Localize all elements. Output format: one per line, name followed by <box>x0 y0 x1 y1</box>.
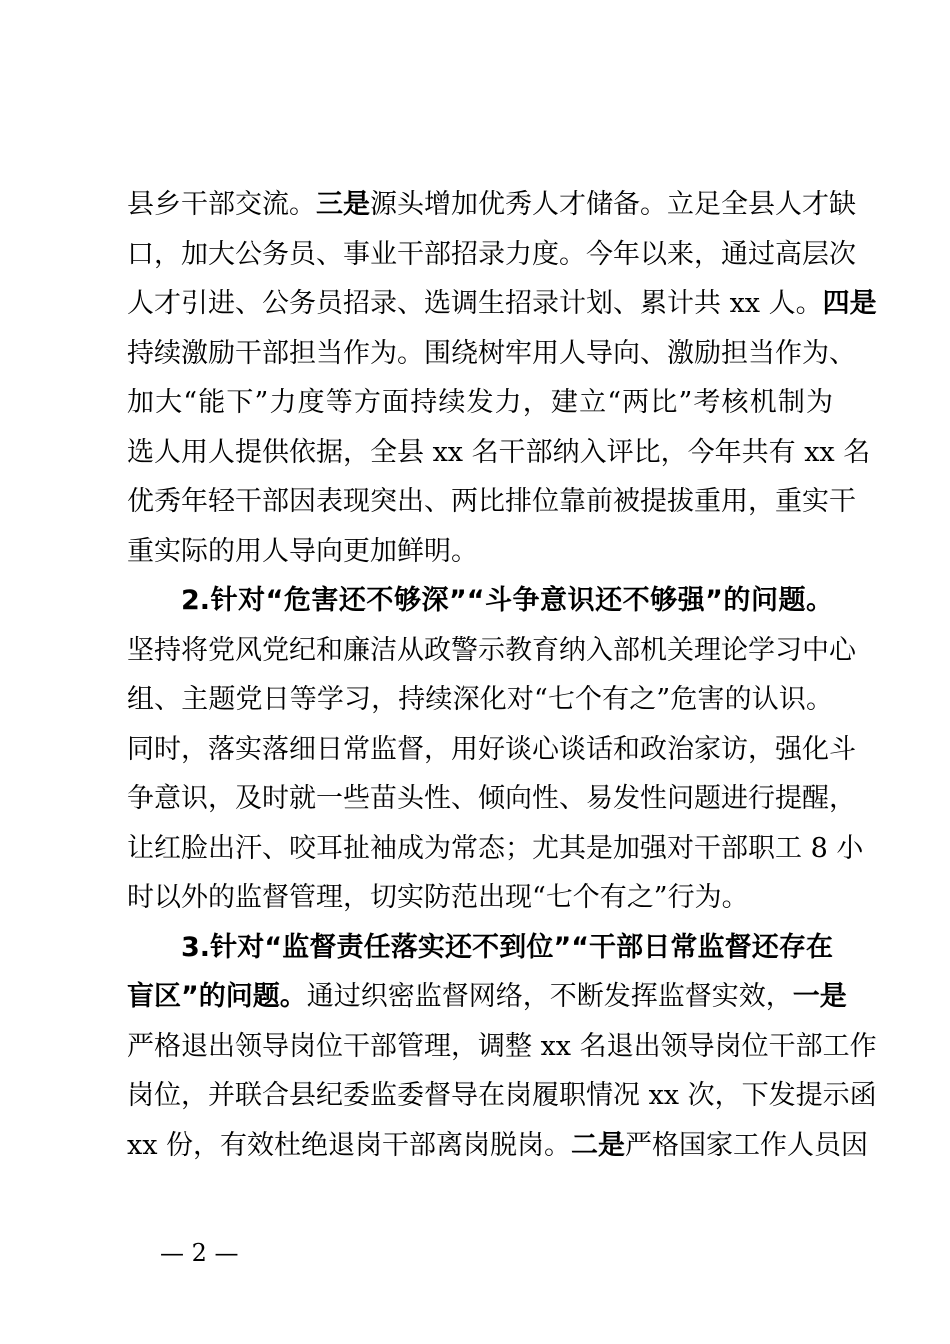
bold-text-run: 3.针对“监督责任落实还不到位”“干部日常监督还存在 <box>181 931 833 963</box>
text-line <box>127 378 833 428</box>
bold-text-run: 一是 <box>792 981 847 1012</box>
text-run: 坚持将党风党纪和廉洁从政警示教育纳入部机关理论学习中心 <box>127 634 856 666</box>
text-line <box>127 1071 877 1121</box>
text-line <box>127 972 847 1022</box>
text-run: 严格退出领导岗位干部管理，调整 xx 名退出领导岗位干部工作 <box>127 1030 877 1062</box>
text-run: 同时，落实落细日常监督，用好谈心谈话和政治家访，强化斗 <box>127 733 856 765</box>
text-run: 时以外的监督管理，切实防范出现“七个有之”行为。 <box>127 882 749 913</box>
body-text <box>127 180 877 1170</box>
text-line <box>127 873 833 923</box>
text-line <box>127 774 856 824</box>
text-line <box>127 626 856 676</box>
text-run: 重实际的用人导向更加鲜明。 <box>127 535 478 567</box>
text-line <box>127 428 871 478</box>
text-run: 选人用人提供依据，全县 xx 名干部纳入评比，今年共有 xx 名 <box>127 436 871 468</box>
text-line <box>127 675 833 725</box>
text-run: 加大“能下”力度等方面持续发力，建立“两比”考核机制为 <box>127 387 833 418</box>
text-line <box>127 1022 877 1072</box>
heading-line <box>127 576 833 626</box>
text-run: 人才引进、公务员招录、选调生招录计划、累计共 xx 人。 <box>127 288 823 319</box>
text-run: 县乡干部交流。 <box>127 189 316 220</box>
text-line <box>127 279 877 329</box>
bold-text-run: 2.针对“危害还不够深”“斗争意识还不够强”的问题。 <box>181 585 833 616</box>
bold-text-run: 盲区”的问题。 <box>127 981 307 1012</box>
text-run: xx 份，有效杜绝退岗干部离岗脱岗。 <box>127 1129 572 1161</box>
text-run: 让红脸出汗、咬耳扯袖成为常态；尤其是加强对干部职工 8 小 <box>127 832 864 864</box>
bold-text-run: 二是 <box>571 1129 626 1161</box>
heading-line <box>127 923 833 973</box>
text-run: 口，加大公务员、事业干部招录力度。今年以来，通过高层次 <box>127 238 856 270</box>
text-line <box>127 180 856 230</box>
text-run: 持续激励干部担当作为。围绕树牢用人导向、激励担当作为、 <box>127 337 856 369</box>
text-line <box>127 477 856 527</box>
text-line <box>127 824 864 874</box>
text-line <box>127 527 833 577</box>
text-line <box>127 329 856 379</box>
bold-text-run: 三是 <box>316 189 370 220</box>
text-run: 严格国家工作人员因 <box>625 1129 869 1161</box>
text-run: 争意识，及时就一些苗头性、倾向性、易发性问题进行提醒， <box>127 783 856 814</box>
text-line <box>127 230 856 280</box>
text-run: 通过织密监督网络，不断发挥监督实效， <box>306 981 793 1012</box>
text-run: 源头增加优秀人才储备。立足全县人才缺 <box>370 189 856 220</box>
text-run: 优秀年轻干部因表现突出、两比排位靠前被提拔重用，重实干 <box>127 486 856 517</box>
text-line <box>127 1121 869 1171</box>
page-number: — 2 — <box>160 1239 239 1267</box>
bold-text-run: 四是 <box>822 288 877 319</box>
text-run: 组、主题党日等学习，持续深化对“七个有之”危害的认识。 <box>127 684 833 715</box>
text-run: 岗位，并联合县纪委监委督导在岗履职情况 xx 次，下发提示函 <box>127 1080 877 1111</box>
text-line <box>127 725 856 775</box>
